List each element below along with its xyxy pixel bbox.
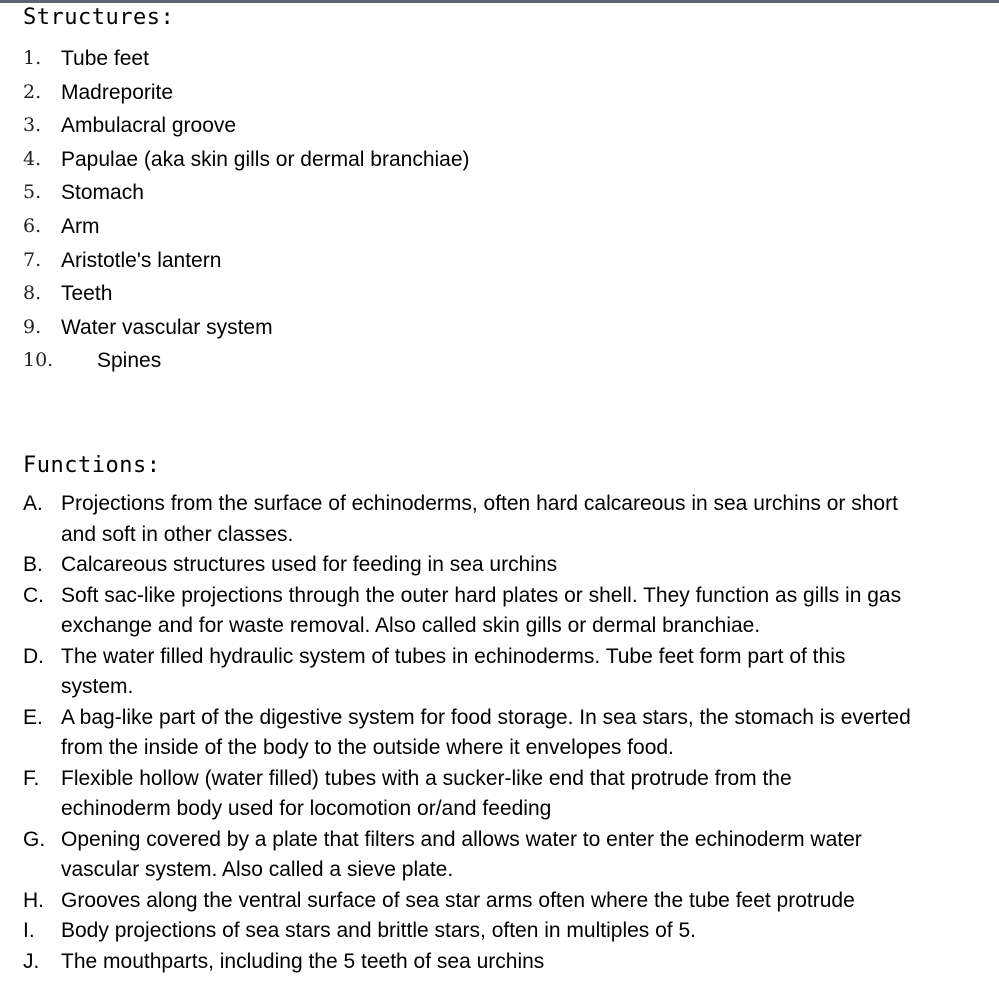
function-line: and soft in other classes. xyxy=(61,522,294,546)
function-line: Body projections of sea stars and brittle stars, often in multiples of 5. xyxy=(61,919,696,942)
structure-item xyxy=(0,176,999,210)
function-text xyxy=(61,703,991,764)
structure-item xyxy=(0,109,999,143)
function-item xyxy=(0,703,999,764)
function-letter: G. xyxy=(23,827,46,851)
function-line: Projections from the surface of echinoderms, often hard calcareous in sea urchins or short xyxy=(61,492,898,515)
structures-heading: Structures: xyxy=(23,5,175,30)
functions-list xyxy=(0,489,999,977)
structure-text: Stomach xyxy=(61,181,144,205)
function-letter: H. xyxy=(23,888,44,912)
structure-number: 10. xyxy=(23,349,54,372)
structure-text: Water vascular system xyxy=(61,315,273,339)
function-line: Grooves along the ventral surface of sea star arms often where the tube feet protrude xyxy=(61,888,855,912)
function-text xyxy=(61,642,991,703)
structure-number: 1. xyxy=(23,47,42,69)
structure-number: 6. xyxy=(23,214,42,237)
function-line: Soft sac-like projections through the outer hard plates or shell. They function as gills in gas xyxy=(61,583,902,607)
structure-number: 4. xyxy=(23,147,42,170)
function-line: exchange and for waste removal. Also called skin gills or dermal branchiae. xyxy=(61,614,761,637)
function-item xyxy=(0,489,999,550)
function-letter: I. xyxy=(23,919,35,942)
structure-text: Arm xyxy=(61,214,100,238)
structure-text: Teeth xyxy=(61,282,113,306)
function-letter: A. xyxy=(23,492,43,515)
structure-text: Aristotle's lantern xyxy=(61,248,222,272)
function-item xyxy=(0,550,999,581)
function-item xyxy=(0,642,999,703)
function-item xyxy=(0,581,999,642)
structure-number: 2. xyxy=(23,80,42,103)
function-item xyxy=(0,916,999,947)
function-letter: D. xyxy=(23,644,44,668)
top-border xyxy=(0,0,999,3)
structure-text: Spines xyxy=(97,349,162,373)
structure-item xyxy=(0,311,999,345)
function-line: vascular system. Also called a sieve plate. xyxy=(61,858,454,881)
structure-number: 9. xyxy=(23,315,42,338)
structure-number: 7. xyxy=(23,248,42,271)
function-letter: F. xyxy=(23,766,40,790)
function-line: The mouthparts, including the 5 teeth of sea urchins xyxy=(61,949,545,973)
function-item xyxy=(0,886,999,917)
function-text xyxy=(61,886,991,917)
function-text xyxy=(61,764,991,825)
function-line: Flexible hollow (water filled) tubes with a sucker-like end that protrude from the xyxy=(61,766,792,790)
structure-item xyxy=(0,143,999,177)
structure-number: 3. xyxy=(23,114,42,137)
structure-text: Tube feet xyxy=(61,47,149,70)
function-item xyxy=(0,764,999,825)
structure-item xyxy=(0,344,999,378)
function-line: Calcareous structures used for feeding in sea urchins xyxy=(61,553,558,576)
function-text xyxy=(61,916,991,947)
structure-item xyxy=(0,210,999,244)
function-text xyxy=(61,825,991,886)
function-line: from the inside of the body to the outside where it envelopes food. xyxy=(61,736,674,759)
function-line: echinoderm body used for locomotion or/and feeding xyxy=(61,797,552,820)
function-line: system. xyxy=(61,675,134,698)
structure-item xyxy=(0,42,999,76)
function-line: The water filled hydraulic system of tubes in echinoderms. Tube feet form part of this xyxy=(61,644,846,668)
function-letter: C. xyxy=(23,583,44,607)
function-letter: E. xyxy=(23,705,43,729)
structure-number: 5. xyxy=(23,181,42,204)
function-text xyxy=(61,489,991,550)
function-text xyxy=(61,550,991,581)
functions-heading: Functions: xyxy=(23,453,161,478)
structures-list xyxy=(0,42,999,378)
function-item xyxy=(0,947,999,978)
structure-item xyxy=(0,277,999,311)
function-line: A bag-like part of the digestive system for food storage. In sea stars, the stomach is everted xyxy=(61,705,911,729)
function-item xyxy=(0,825,999,886)
function-text xyxy=(61,581,991,642)
function-letter: B. xyxy=(23,553,43,576)
structure-item xyxy=(0,244,999,278)
structure-item xyxy=(0,76,999,110)
structure-text: Ambulacral groove xyxy=(61,114,237,138)
structure-text: Madreporite xyxy=(61,80,174,104)
function-line: Opening covered by a plate that filters and allows water to enter the echinoderm water xyxy=(61,827,862,851)
structure-number: 8. xyxy=(23,282,42,305)
function-text xyxy=(61,947,991,978)
function-letter: J. xyxy=(23,949,40,973)
structure-text: Papulae (aka skin gills or dermal branchiae) xyxy=(61,147,470,171)
